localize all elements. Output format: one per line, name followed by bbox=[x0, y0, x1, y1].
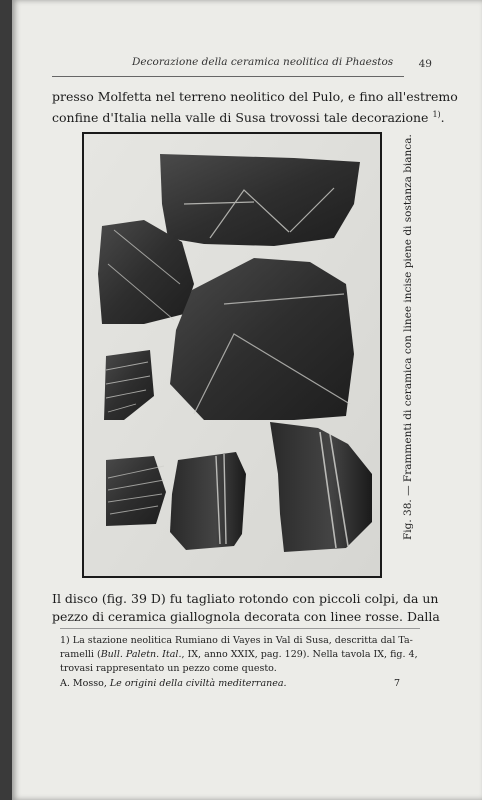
journal-title: Bull. Paletn. Ital. bbox=[100, 649, 182, 660]
signature-mark: 7 bbox=[393, 678, 400, 689]
text-line: presso Molfetta nel terreno neolitico del Pulo, e fino all'estremo bbox=[52, 89, 458, 104]
fragment-left-3 bbox=[106, 456, 166, 526]
text-line: Il disco (fig. 39 D) fu tagliato rotondo con piccoli colpi, da un bbox=[52, 591, 439, 606]
page-footer bbox=[60, 678, 420, 694]
top-paragraph bbox=[52, 88, 458, 127]
text-segment: , IX, anno XXIX, pag. 129). Nella tavola IX, fig. 4, bbox=[181, 649, 418, 660]
book-title: Le origini della civiltà mediterranea. bbox=[109, 678, 287, 689]
text-line bbox=[52, 106, 445, 127]
text-segment: ramelli ( bbox=[60, 649, 101, 660]
footnotes bbox=[60, 634, 420, 676]
text-segment: confine d'Italia nella valle di Susa trovossi tale decorazione bbox=[52, 110, 429, 126]
fragment-top bbox=[160, 154, 360, 246]
page-header bbox=[52, 56, 432, 76]
figure-caption bbox=[392, 134, 416, 540]
footer-attribution bbox=[60, 678, 287, 689]
fragments-illustration bbox=[84, 134, 380, 576]
footnote-marker: 1) bbox=[432, 110, 441, 119]
bottom-paragraph bbox=[52, 590, 440, 626]
author-name: A. Mosso, bbox=[60, 678, 107, 689]
footnote-line: trovasi rappresentato un pezzo come questo. bbox=[60, 663, 277, 674]
footnote-line: 1) La stazione neolitica Rumiano di Vayes in Val di Susa, descritta dal Ta- bbox=[60, 635, 413, 646]
book-page bbox=[12, 0, 482, 800]
figure-photo-ceramic-fragments bbox=[82, 132, 382, 578]
footnote-rule bbox=[60, 628, 420, 629]
text-line: pezzo di ceramica giallognola decorata con linee rosse. Dalla bbox=[52, 609, 440, 624]
figure-caption-text: Fig. 38. — Frammenti di ceramica con linee incise piene di sostanza bianca. bbox=[402, 134, 414, 540]
running-title: Decorazione della ceramica neolitica di Phaestos bbox=[132, 56, 394, 68]
text-segment: . bbox=[440, 110, 445, 126]
page-number: 49 bbox=[418, 58, 432, 70]
header-rule bbox=[52, 76, 404, 77]
fragment-center-bottom bbox=[170, 452, 246, 550]
footnote-line bbox=[60, 648, 420, 662]
